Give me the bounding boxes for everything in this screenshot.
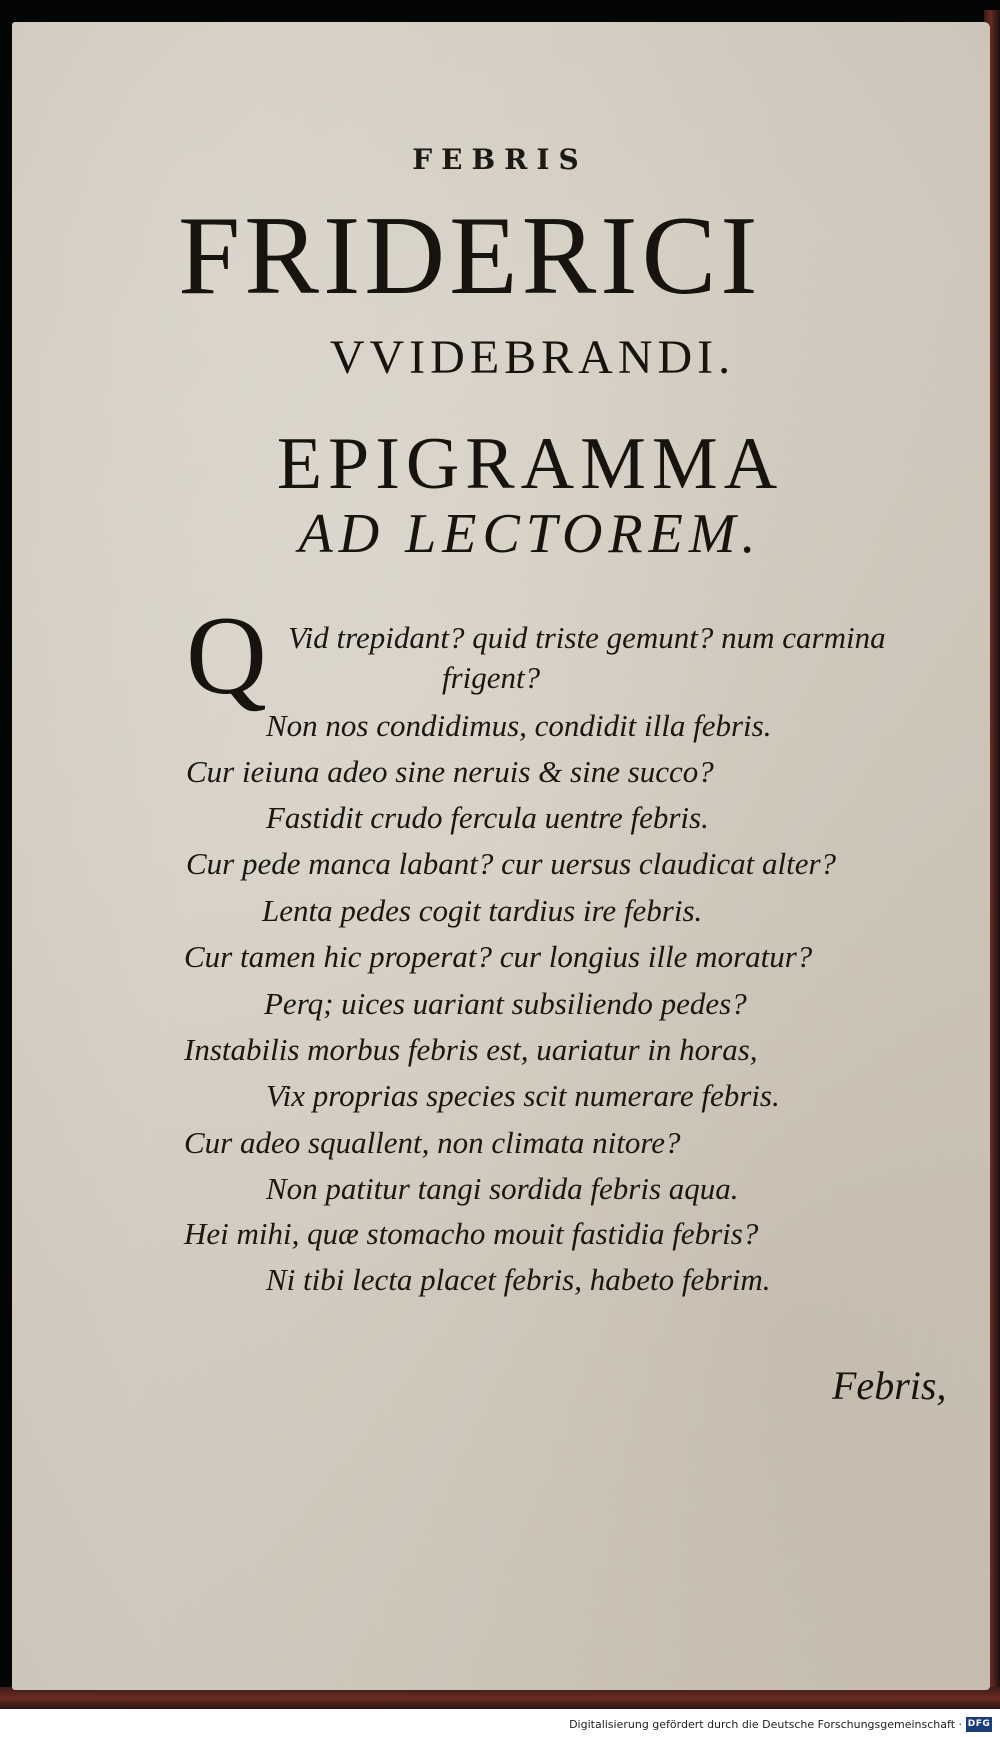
poem-line: Non nos condidimus, condidit illa febris. [266,708,772,743]
poem-line: Cur ieiuna adeo sine neruis & sine succo? [186,754,714,789]
poem-line: Cur adeo squallent, non climata nitore? [184,1125,681,1160]
poem-heading: EPIGRAMMA [276,423,784,505]
poem-line: Cur pede manca labant? cur uersus claudicat alter? [186,846,837,881]
title-surname: VVIDEBRANDI. [329,331,736,384]
poem-line: Fastidit crudo fercula uentre febris. [266,800,709,835]
catchword: Febris, [832,1363,947,1408]
title-name: FRIDERICI [178,194,762,318]
book-edge-bottom [0,1687,1000,1709]
poem-line: Lenta pedes cogit tardius ire febris. [262,893,703,928]
poem-subheading: AD LECTOREM. [298,503,762,565]
poem-line: Cur tamen hic properat? cur longius ille moratur? [184,939,813,974]
footer-bar [0,1709,1000,1737]
running-head: FEBRIS [412,143,588,176]
poem-line: Instabilis morbus febris est, uariatur in horas, [184,1032,758,1067]
poem-line: Perq; uices uariant subsiliendo pedes? [264,986,747,1021]
poem-line: Vid trepidant? quid triste gemunt? num carmina [288,620,886,655]
drop-cap: Q [186,594,267,718]
footer-credit: Digitalisierung gefördert durch die Deutsche Forschungsgemeinschaft · [569,1718,962,1731]
dfg-logo: DFG [966,1717,992,1732]
poem-line: frigent? [442,660,541,695]
poem-line: Ni tibi lecta placet febris, habeto febrim. [266,1262,771,1297]
poem-line: Non patitur tangi sordida febris aqua. [266,1171,739,1206]
poem-line: Vix proprias species scit numerare febris. [266,1078,780,1113]
poem-line: Hei mihi, quæ stomacho mouit fastidia febris? [184,1216,759,1251]
